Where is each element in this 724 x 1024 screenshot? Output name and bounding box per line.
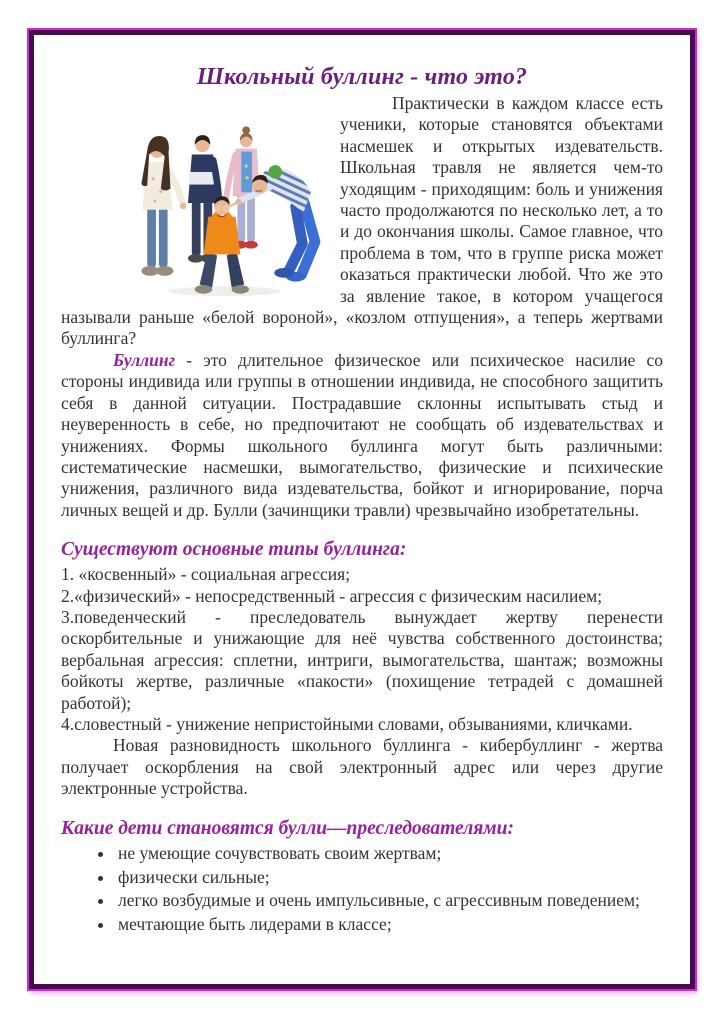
bullies-list-item: • физически сильные; (115, 867, 663, 888)
type-item-verbal: 4.словестный - унижение непристойными словами, обзываниями, кличками. (61, 713, 633, 734)
bullies-list-item: • легко возбудимые и очень импульсивные, с агрессивным поведением; (115, 890, 663, 911)
type-item-physical: 2.«физический» - непосредственный - агрессия с физическим насилием; (61, 585, 603, 606)
girl-left (141, 136, 186, 276)
bullies-list (61, 843, 663, 936)
bullying-photo (107, 106, 331, 300)
page-title: Школьный буллинг - что это? (196, 64, 528, 90)
intro-section (61, 93, 663, 350)
children-bullying-illustration (107, 106, 331, 300)
type-item-behavioral: 3.поведенческий - преследователь вынуждает жертву перенести оскорбительные и унижающие для неё чувства собственного достоинства; вербальная агрессия: сплетни, интриги, вымогательства, шантаж; возможны бойкоты жертве, различные «пакости» (похищение тетрадей с домашней работой); (61, 606, 663, 713)
bullies-list-item: • мечтающие быть лидерами в классе; (115, 914, 663, 935)
definition-paragraph (61, 350, 663, 521)
bullies-heading: Какие дети становятся булли—преследователями: (61, 817, 514, 839)
intro-paragraph: Практически в каждом классе есть ученики, которые становятся объектами насмешек и открытых издевательств. Школьная травля не является чем-то уходящим - приходящим: боль и унижения часто продолжаются по несколько лет, а то и до окончания школы. Самое главное, что проблема в том, что в группе риска может оказаться практически любой. Что же это за явление такое, в котором учащегося называли раньше «белой вороной», «козлом отпущения», а теперь жертвами буллинга? (61, 93, 663, 349)
cyberbullying-paragraph: Новая разновидность школьного буллинга - кибербуллинг - жертва получает оскорбления на свой электронный адрес или через другие электронные устройства. (61, 735, 663, 799)
page-border-frame (29, 30, 695, 989)
definition-text: - это длительное физическое или психическое насилие со стороны индивида или группы в отношении индивида, не способного защитить себя в данной ситуации. Пострадавшие склонны испытывать стыд и неуверенность в себе, но предпочитают не сообщать об издевательствах и унижениях. Формы школьного буллинга могут быть различными: систематические насмешки, вымогательство, физические и психические унижения, различного вида издевательства, бойкот и игнорирование, порча личных вещей и др. Булли (зачинщики травли) чрезвычайно изобретательны. (61, 349, 663, 520)
term-bulling: Буллинг (113, 349, 176, 370)
bullies-list-item: • не умеющие сочувствовать своим жертвам; (115, 843, 663, 864)
type-item-indirect: 1. «косвенный» - социальная агрессия; (61, 564, 351, 585)
types-heading: Существуют основные типы буллинга: (61, 539, 407, 561)
